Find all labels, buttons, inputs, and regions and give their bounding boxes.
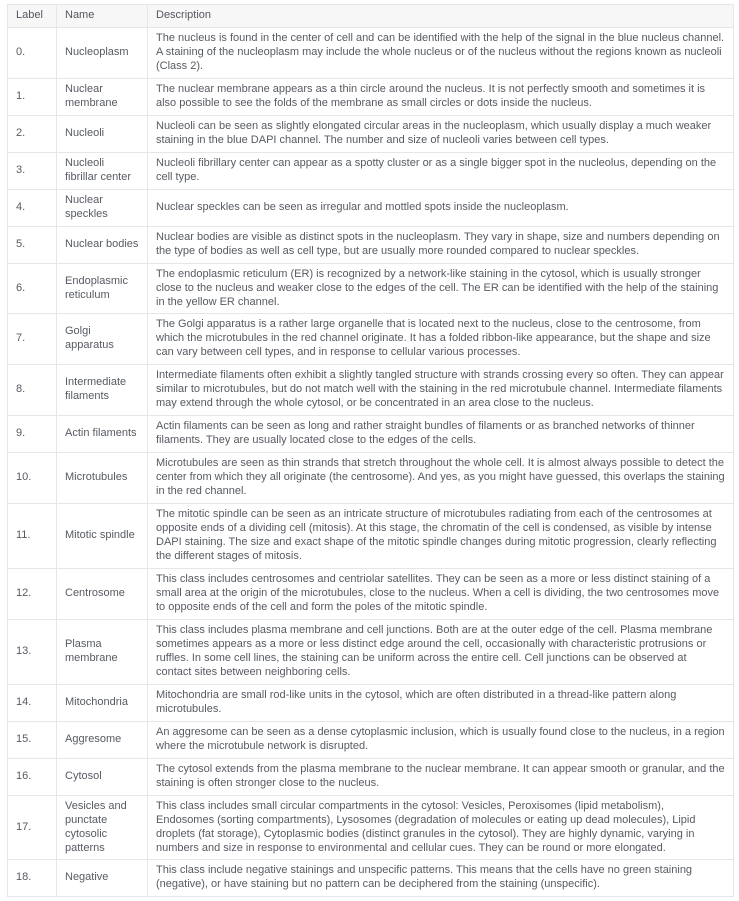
row-description-cell: The endoplasmic reticulum (ER) is recognized by a network-like staining in the cytosol, which is usually stronger close to the nucleus and weaker close to the edges of the cell. The ER can be identified with the help of the staining in the yellow ER channel. [148, 263, 734, 314]
row-description-cell: The Golgi apparatus is a rather large organelle that is located next to the nucleus, close to the centrosome, from which the microtubules in the red channel originate. It has a folded ribbon-like appearance, but the shape and size can vary between cell types, and in response to cellular various processes. [148, 314, 734, 365]
row-name-cell: Plasma membrane [57, 619, 148, 684]
row-label-cell: 14. [8, 684, 57, 721]
row-name-cell: Aggresome [57, 721, 148, 758]
table-row [8, 504, 734, 569]
row-description-cell: Intermediate filaments often exhibit a slightly tangled structure with strands crossing every so often. They can appear similar to microtubules, but do not match well with the staining in the red microtubule channel. Intermediate filaments may extend through the whole cytosol, or be concentrated in an area close to the nucleus. [148, 365, 734, 416]
row-description-cell: The cytosol extends from the plasma membrane to the nuclear membrane. It can appear smooth or granular, and the staining is often stronger close to the nucleus. [148, 758, 734, 795]
row-description-cell: Nucleoli fibrillary center can appear as a spotty cluster or as a single bigger spot in the nucleolus, depending on the cell type. [148, 152, 734, 189]
row-label-cell: 9. [8, 416, 57, 453]
table-row [8, 453, 734, 504]
row-description-cell: This class include negative stainings and unspecific patterns. This means that the cells have no green staining (negative), or have staining but no pattern can be deciphered from the staining (unspecific). [148, 860, 734, 897]
row-label-cell: 5. [8, 226, 57, 263]
row-label-cell: 15. [8, 721, 57, 758]
row-label-cell: 16. [8, 758, 57, 795]
row-description-cell: Microtubules are seen as thin strands that stretch throughout the whole cell. It is almost always possible to detect the center from which they all originate (the centrosome). And yes, as you might have guessed, this overlaps the staining in the red channel. [148, 453, 734, 504]
row-name-cell: Nucleoli [57, 115, 148, 152]
row-description-cell: This class includes small circular compartments in the cytosol: Vesicles, Peroxisomes (lipid metabolism), Endosomes (sorting compartments), Lysosomes (degradation of molecules or eating up dead molecules), Lipid droplets (fat storage), Cytoplasmic bodies (distinct granules in the cytosol). They are highly dynamic, varying in numbers and size in response to environmental and cellular cues. They can be round or more elongated. [148, 795, 734, 860]
table-row [8, 569, 734, 620]
row-description-cell: The nuclear membrane appears as a thin circle around the nucleus. It is not perfectly smooth and sometimes it is also possible to see the folds of the membrane as small circles or dots inside the nucleus. [148, 78, 734, 115]
row-name-cell: Centrosome [57, 569, 148, 620]
column-header-name: Name [57, 5, 148, 28]
row-label-cell: 2. [8, 115, 57, 152]
row-name-cell: Microtubules [57, 453, 148, 504]
row-label-cell: 7. [8, 314, 57, 365]
row-name-cell: Nuclear bodies [57, 226, 148, 263]
row-label-cell: 10. [8, 453, 57, 504]
table-row [8, 721, 734, 758]
row-name-cell: Mitotic spindle [57, 504, 148, 569]
row-name-cell: Nucleoli fibrillar center [57, 152, 148, 189]
table-row [8, 78, 734, 115]
column-header-label: Label [8, 5, 57, 28]
row-description-cell: An aggresome can be seen as a dense cytoplasmic inclusion, which is usually found close to the nucleus, in a region where the microtubule network is disrupted. [148, 721, 734, 758]
row-label-cell: 18. [8, 860, 57, 897]
row-description-cell: Nuclear speckles can be seen as irregular and mottled spots inside the nucleoplasm. [148, 189, 734, 226]
table-row [8, 263, 734, 314]
row-label-cell: 4. [8, 189, 57, 226]
row-label-cell: 8. [8, 365, 57, 416]
row-name-cell: Actin filaments [57, 416, 148, 453]
table-row [8, 226, 734, 263]
row-name-cell: Negative [57, 860, 148, 897]
row-label-cell: 6. [8, 263, 57, 314]
row-name-cell: Vesicles and punctate cytosolic patterns [57, 795, 148, 860]
header-row [8, 5, 734, 28]
row-name-cell: Endoplasmic reticulum [57, 263, 148, 314]
row-name-cell: Nucleoplasm [57, 27, 148, 78]
column-header-description: Description [148, 5, 734, 28]
table-row [8, 314, 734, 365]
row-label-cell: 0. [8, 27, 57, 78]
table-row [8, 27, 734, 78]
row-description-cell: Mitochondria are small rod-like units in the cytosol, which are often distributed in a thread-like pattern along microtubules. [148, 684, 734, 721]
table-row [8, 152, 734, 189]
row-description-cell: Actin filaments can be seen as long and rather straight bundles of filaments or as branched networks of thinner filaments. They are usually located close to the edges of the cells. [148, 416, 734, 453]
table-row [8, 684, 734, 721]
row-name-cell: Nuclear speckles [57, 189, 148, 226]
table-header [8, 5, 734, 28]
table-body [8, 27, 734, 896]
row-name-cell: Nuclear membrane [57, 78, 148, 115]
row-label-cell: 12. [8, 569, 57, 620]
row-label-cell: 3. [8, 152, 57, 189]
class-description-table [7, 4, 734, 897]
row-label-cell: 17. [8, 795, 57, 860]
table-row [8, 365, 734, 416]
table-row [8, 416, 734, 453]
table-row [8, 795, 734, 860]
row-description-cell: This class includes plasma membrane and cell junctions. Both are at the outer edge of the cell. Plasma membrane sometimes appears as a more or less distinct edge around the cell, occasionally with characteristic protrusions or ruffles. In some cell lines, the staining can be uniform across the entire cell. Cell junctions can be observed at contact sites between neighboring cells. [148, 619, 734, 684]
row-name-cell: Golgi apparatus [57, 314, 148, 365]
row-name-cell: Cytosol [57, 758, 148, 795]
row-label-cell: 11. [8, 504, 57, 569]
row-description-cell: This class includes centrosomes and centriolar satellites. They can be seen as a more or less distinct staining of a small area at the origin of the microtubules, close to the nucleus. When a cell is dividing, the two centrosomes move to opposite ends of the cell and form the poles of the mitotic spindle. [148, 569, 734, 620]
row-description-cell: The nucleus is found in the center of cell and can be identified with the help of the signal in the blue nucleus channel. A staining of the nucleoplasm may include the whole nucleus or of the nucleus without the regions known as nucleoli (Class 2). [148, 27, 734, 78]
row-name-cell: Mitochondria [57, 684, 148, 721]
table-row [8, 115, 734, 152]
table-row [8, 860, 734, 897]
row-description-cell: Nucleoli can be seen as slightly elongated circular areas in the nucleoplasm, which usually display a much weaker staining in the blue DAPI channel. The number and size of nucleoli varies between cell types. [148, 115, 734, 152]
table-row [8, 619, 734, 684]
table-row [8, 189, 734, 226]
row-name-cell: Intermediate filaments [57, 365, 148, 416]
row-label-cell: 13. [8, 619, 57, 684]
table-row [8, 758, 734, 795]
row-label-cell: 1. [8, 78, 57, 115]
row-description-cell: Nuclear bodies are visible as distinct spots in the nucleoplasm. They vary in shape, size and numbers depending on the type of bodies as well as cell type, but are usually more rounded compared to nuclear speckles. [148, 226, 734, 263]
row-description-cell: The mitotic spindle can be seen as an intricate structure of microtubules radiating from each of the centrosomes at opposite ends of a dividing cell (mitosis). At this stage, the chromatin of the cell is condensed, as visible by intense DAPI staining. The size and exact shape of the mitotic spindle changes during mitotic progression, clearly reflecting the different stages of mitosis. [148, 504, 734, 569]
